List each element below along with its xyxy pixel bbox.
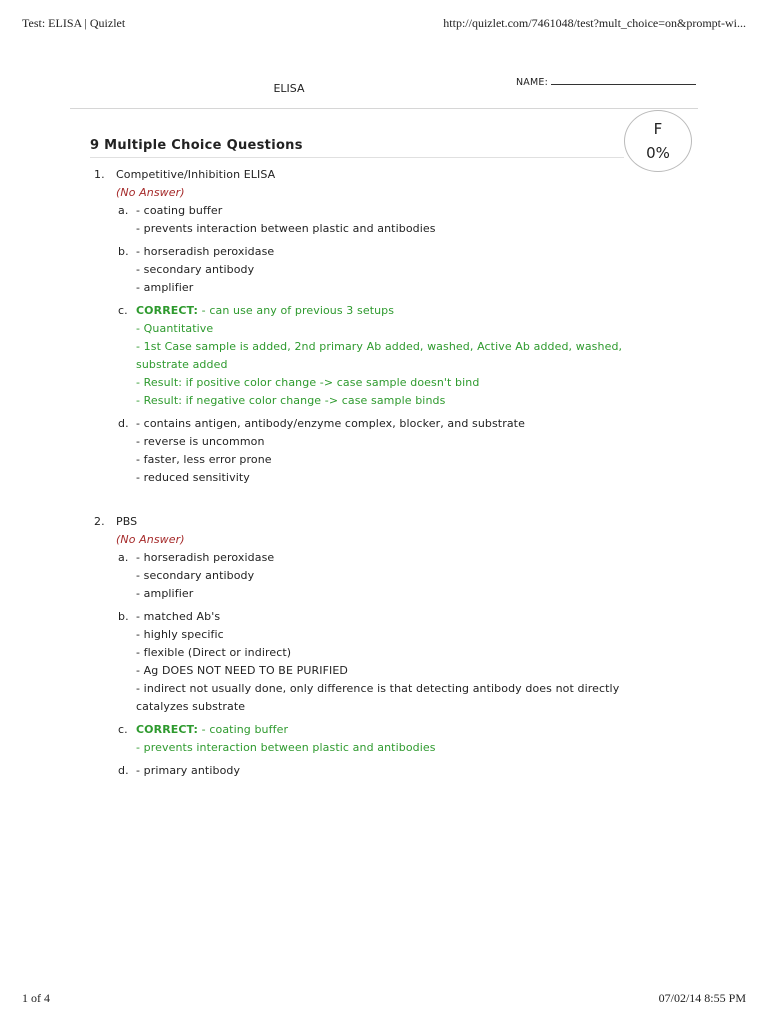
- option-line: - can use any of previous 3 setups: [201, 304, 395, 317]
- option-line: - horseradish peroxidase: [136, 245, 275, 258]
- option-line: - highly specific: [136, 628, 224, 641]
- option-letter: d.: [118, 764, 129, 777]
- grade-percent: 0%: [646, 144, 670, 162]
- option-line: - secondary antibody: [136, 569, 255, 582]
- option-line: - reverse is uncommon: [136, 435, 265, 448]
- option-line: - prevents interaction between plastic and antibodies: [136, 222, 436, 235]
- question-prompt: Competitive/Inhibition ELISA: [116, 168, 276, 181]
- question-number: 1.: [94, 168, 105, 181]
- question-1: [94, 166, 654, 487]
- section-title: 9 Multiple Choice Questions: [90, 138, 303, 153]
- option-line: - 1st Case sample is added, 2nd primary Ab added, washed, Active Ab added, washed, substrate added: [136, 340, 623, 371]
- option-letter: b.: [118, 245, 129, 258]
- question-prompt: PBS: [116, 515, 138, 528]
- answer-option-c-correct: [118, 721, 654, 757]
- option-line: - prevents interaction between plastic and antibodies: [136, 741, 436, 754]
- option-line: - Quantitative: [136, 322, 214, 335]
- print-header-url: http://quizlet.com/7461048/test?mult_choice=on&prompt-wi...: [443, 16, 746, 30]
- quiz-title: ELISA: [273, 82, 305, 95]
- option-line: - reduced sensitivity: [136, 471, 250, 484]
- print-header: [22, 16, 746, 31]
- grade-badge: [624, 110, 692, 172]
- option-letter: c.: [118, 304, 128, 317]
- name-field: [516, 76, 696, 88]
- option-line: - coating buffer: [136, 204, 223, 217]
- option-letter: d.: [118, 417, 129, 430]
- question-list: [94, 166, 654, 800]
- question-2: [94, 513, 654, 780]
- option-letter: a.: [118, 551, 129, 564]
- option-line: - contains antigen, antibody/enzyme complex, blocker, and substrate: [136, 417, 525, 430]
- option-line: - Result: if positive color change -> case sample doesn't bind: [136, 376, 480, 389]
- option-line: - secondary antibody: [136, 263, 255, 276]
- grade-letter: F: [653, 120, 663, 138]
- option-line: - Ag DOES NOT NEED TO BE PURIFIED: [136, 664, 348, 677]
- header-divider: [70, 108, 698, 109]
- name-label: NAME:: [516, 77, 549, 88]
- option-line: - coating buffer: [201, 723, 289, 736]
- print-timestamp: 07/02/14 8:55 PM: [658, 991, 746, 1005]
- option-letter: b.: [118, 610, 129, 623]
- option-line: - Result: if negative color change -> case sample binds: [136, 394, 446, 407]
- name-blank-line: [551, 76, 696, 85]
- page-number: 1 of 4: [22, 991, 50, 1005]
- answer-option-a: [118, 202, 654, 238]
- option-line: - amplifier: [136, 587, 194, 600]
- answer-option-c-correct: [118, 302, 654, 410]
- question-number: 2.: [94, 515, 105, 528]
- answer-option-b: [118, 608, 654, 716]
- option-line: - indirect not usually done, only difference is that detecting antibody does not directly catalyzes substrate: [136, 682, 620, 713]
- option-line: - amplifier: [136, 281, 194, 294]
- correct-label: CORRECT:: [136, 304, 199, 317]
- option-letter: a.: [118, 204, 129, 217]
- answer-option-d: [118, 762, 654, 780]
- option-line: - horseradish peroxidase: [136, 551, 275, 564]
- section-divider: [90, 157, 624, 158]
- print-footer: [22, 991, 746, 1006]
- option-line: - primary antibody: [136, 764, 241, 777]
- correct-label: CORRECT:: [136, 723, 199, 736]
- option-line: - matched Ab's: [136, 610, 221, 623]
- print-header-title: Test: ELISA | Quizlet: [22, 16, 126, 30]
- answer-status: (No Answer): [116, 186, 185, 199]
- answer-option-b: [118, 243, 654, 297]
- option-letter: c.: [118, 723, 128, 736]
- answer-status: (No Answer): [116, 533, 185, 546]
- option-line: - faster, less error prone: [136, 453, 272, 466]
- answer-option-d: [118, 415, 654, 487]
- answer-option-a: [118, 549, 654, 603]
- option-line: - flexible (Direct or indirect): [136, 646, 292, 659]
